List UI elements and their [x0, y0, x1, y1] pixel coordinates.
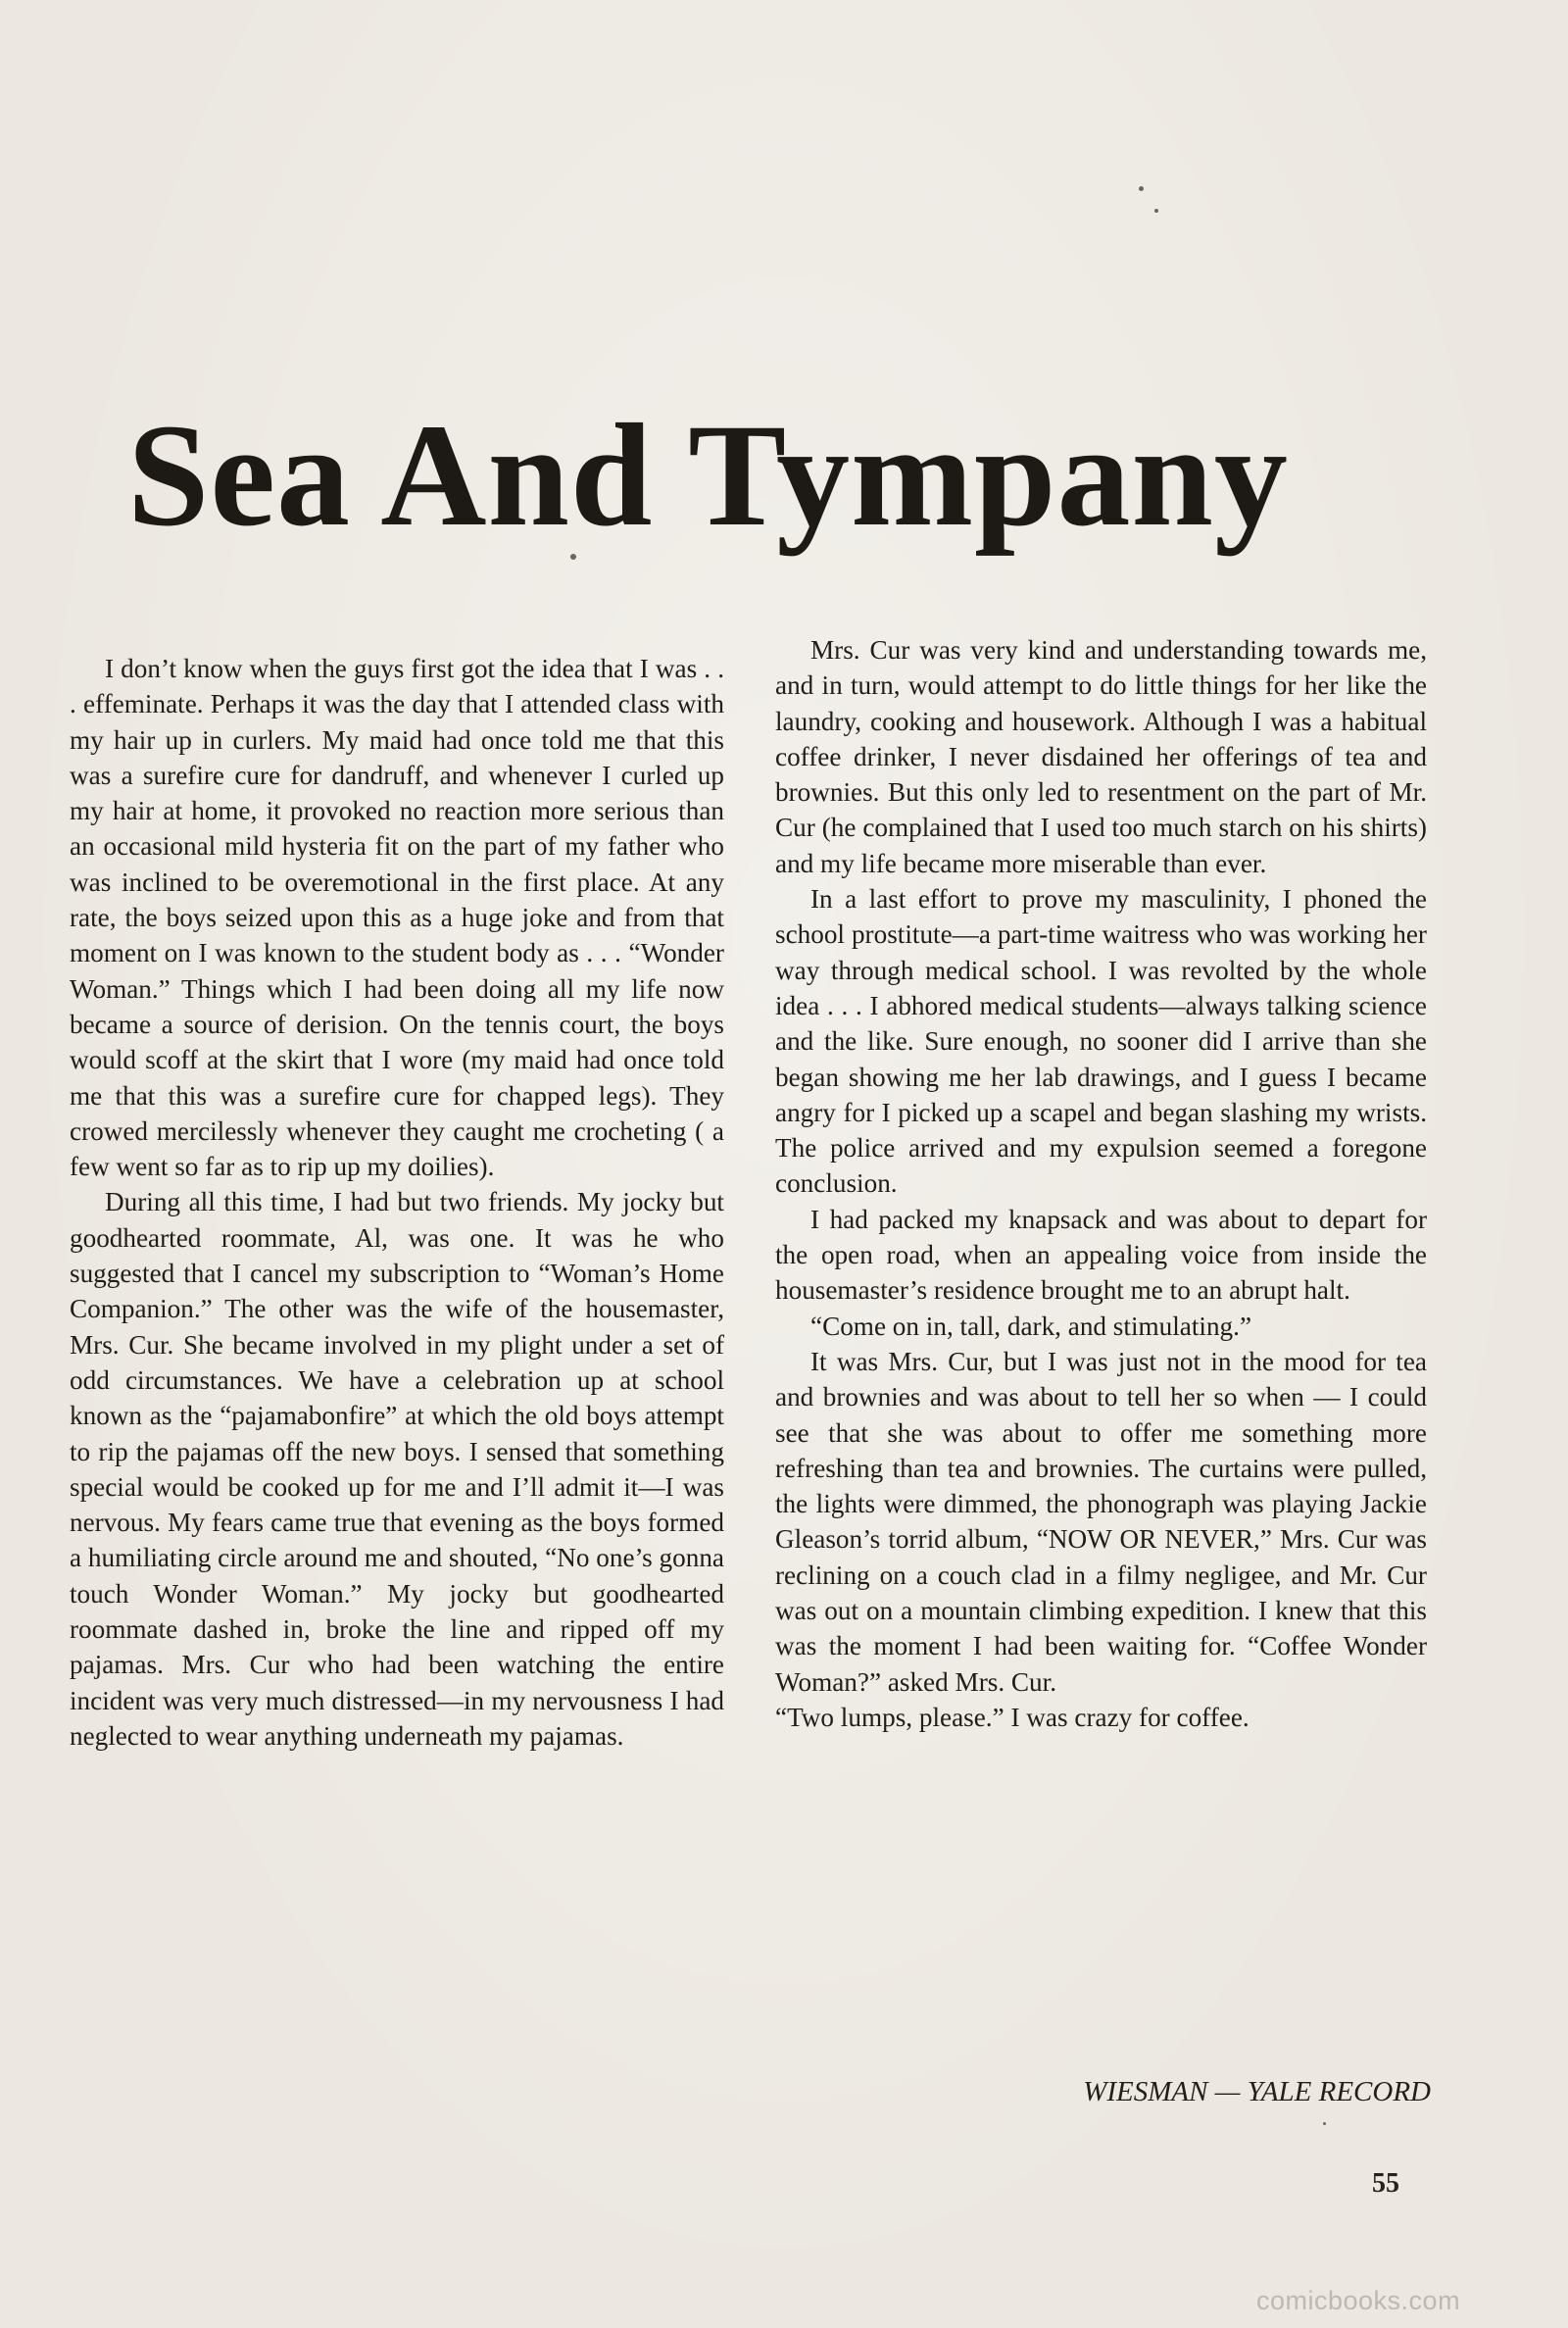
paragraph: “Two lumps, please.” I was crazy for coffee. [775, 1702, 1250, 1732]
page-number: 55 [1372, 2168, 1399, 2199]
paragraph: I don’t know when the guys first got the idea that I was . . . effeminate. Perhaps it was the day that I attended class with my hair up in curlers. My maid had once told me that this was a surefire cure for dandruff, and whenever I curled up my hair at home, it provoked no reaction more serious than an occasional mild hysteria fit on the part of my father who was inclined to be overemotional in the first place. At any rate, the boys seized upon this as a huge joke and from that moment on I was known to the student body as . . . “Wonder Woman.” Things which I had been doing all my life now became a source of derision. On the tennis court, the boys would scoff at the skirt that I wore (my maid had once told me that this was a surefire cure for chapped legs). They crowed mercilessly whenever they caught me crocheting ( a few went so far as to rip up my doilies). [70, 654, 724, 1182]
paragraph: I had packed my knapsack and was about to depart for the open road, when an appealing voice from inside the housemaster’s residence brought me to an abrupt halt. [775, 1204, 1427, 1306]
paragraph: Mrs. Cur was very kind and understanding towards me, and in turn, would attempt to do little things for her like the laundry, cooking and housework. Although I was a habitual coffee drinker, I never disdained her offerings of tea and brownies. But this only led to resentment on the part of Mr. Cur (he complained that I used too much starch on his shirts) and my life became more miserable than ever. [775, 635, 1427, 878]
print-speck [1323, 2122, 1326, 2125]
article-column-left [70, 651, 724, 1754]
article-byline: WIESMAN — YALE RECORD [1083, 2076, 1431, 2107]
print-speck [1154, 209, 1158, 213]
article-column-right [775, 632, 1427, 1735]
paragraph: “Come on in, tall, dark, and stimulating.” [810, 1311, 1252, 1341]
paragraph: It was Mrs. Cur, but I was just not in the mood for tea and brownies and was about to tell her so when — I could see that she was about to offer me something more refreshing than tea and brownies. The curtains were pulled, the lights were dimmed, the phonograph was playing Jackie Gleason’s torrid album, “NOW OR NEVER,” Mrs. Cur was reclining on a couch clad in a filmy negligee, and Mr. Cur was out on a mountain climbing expedition. I knew that this was the moment I had been waiting for. “Coffee Wonder Woman?” asked Mrs. Cur. [775, 1346, 1427, 1697]
paragraph: During all this time, I had but two friends. My jocky but goodhearted roommate, Al, was one. It was he who suggested that I cancel my subscription to “Woman’s Home Companion.” The other was the wife of the housemaster, Mrs. Cur. She became involved in my plight under a set of odd circumstances. We have a celebration up at school known as the “pajamabonfire” at which the old boys attempt to rip the pajamas off the new boys. I sensed that something special would be cooked up for me and I’ll admit it—I was nervous. My fears came true that evening as the boys formed a humiliating circle around me and shouted, “No one’s gonna touch Wonder Woman.” My jocky but goodhearted roommate dashed in, broke the line and ripped off my pajamas. Mrs. Cur who had been watching the entire incident was very much distressed—in my nervousness I had neglected to wear anything underneath my pajamas. [70, 1187, 724, 1751]
paragraph: In a last effort to prove my masculinity, I phoned the school prostitute—a part-time waitress who was working her way through medical school. I was revolted by the whole idea . . . I abhored medical students—always talking science and the like. Sure enough, no sooner did I arrive than she began showing me her lab drawings, and I guess I became angry for I picked up a scapel and began slashing my wrists. The police arrived and my expulsion seemed a foregone conclusion. [775, 884, 1427, 1199]
article-title: Sea And Tympany [127, 394, 1289, 557]
site-watermark: comicbooks.com [1256, 2286, 1461, 2315]
print-speck [1139, 186, 1144, 191]
